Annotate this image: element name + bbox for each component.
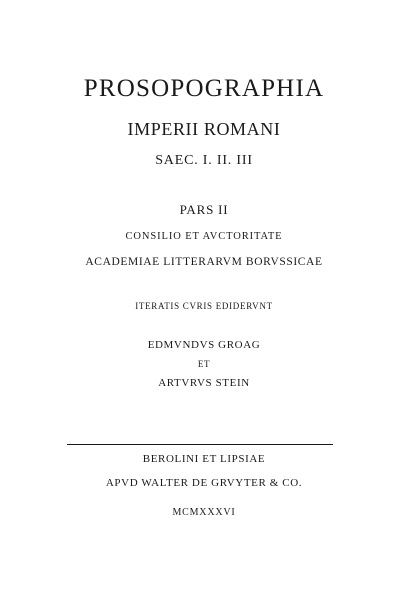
consilio-line: CONSILIO ET AVCTORITATE: [125, 231, 283, 242]
part-label: PARS II: [179, 202, 229, 217]
iteratis-line: ITERATIS CVRIS EDIDERVNT: [135, 301, 273, 311]
publication-place: BEROLINI ET LIPSIAE: [142, 453, 266, 465]
publisher-line: APVD WALTER DE GRVYTER & CO.: [105, 477, 303, 489]
divider-rule: [67, 444, 333, 445]
author-second: ARTVRVS STEIN: [158, 377, 250, 389]
author-conjunction: ET: [197, 359, 211, 369]
period-label: SAEC. I. II. III: [155, 153, 253, 168]
author-first: EDMVNDVS GROAG: [147, 339, 261, 351]
academia-line: ACADEMIAE LITTERARVM BORVSSICAE: [85, 256, 323, 268]
book-title: PROSOPOGRAPHIA: [83, 75, 325, 102]
book-subtitle: IMPERII ROMANI: [127, 119, 281, 139]
publication-year: MCMXXXVI: [172, 507, 236, 518]
